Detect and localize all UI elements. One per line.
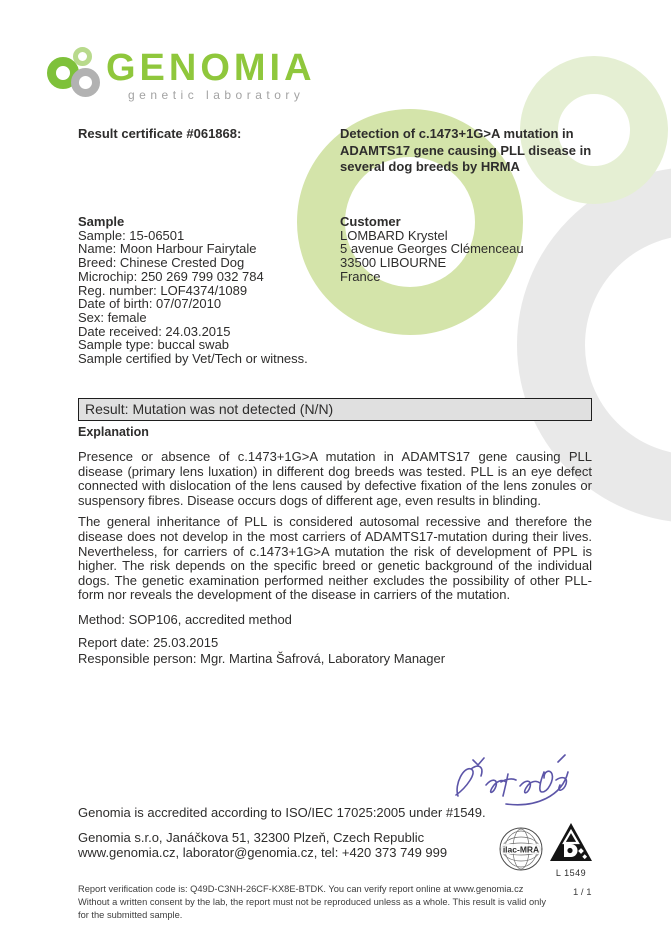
brand-name: GENOMIA — [106, 47, 316, 89]
sample-section — [78, 215, 340, 366]
sample-sex-line: Sex: female — [78, 309, 147, 325]
certificate-number-label: Result certificate #061868: — [78, 126, 242, 141]
explanation-heading: Explanation — [78, 425, 149, 439]
test-title: Detection of c.1473+1G>A mutation in ADAMTS17 gene causing PLL disease in several dog breeds by HRMA — [340, 126, 592, 174]
reproduction-notice-line: Without a written consent by the lab, the report must not be reproduced unless as a whole. This result is valid only for the submitted sample. — [78, 897, 547, 920]
sample-id-line: Sample: 15-06501 — [78, 227, 185, 243]
svg-text:ilac-MRA: ilac-MRA — [502, 844, 540, 855]
sample-heading: Sample — [78, 214, 125, 229]
page-number: 1 / 1 — [573, 887, 592, 898]
explanation-section — [78, 425, 592, 666]
sample-type-line: Sample type: buccal swab — [78, 337, 230, 353]
customer-heading: Customer — [340, 214, 401, 229]
verification-code-line: Report verification code is: Q49D-C3NH-26CF-KX8E-BTDK. You can verify report online at www.genomia.cz — [78, 884, 524, 894]
sample-received-line: Date received: 24.03.2015 — [78, 323, 231, 339]
sample-regnumber-line: Reg. number: LOF4374/1089 — [78, 282, 248, 298]
customer-country-line: France — [340, 268, 381, 284]
logo-ring-gray-icon — [71, 68, 100, 97]
sample-certified-line: Sample certified by Vet/Tech or witness. — [78, 351, 308, 367]
method-line: Method: SOP106, accredited method — [78, 611, 292, 627]
report-date-line: Report date: 25.03.2015 — [78, 635, 219, 651]
cia-accreditation-mark-icon — [548, 822, 594, 880]
brand-tagline: genetic laboratory — [128, 88, 305, 102]
explanation-paragraph: Presence or absence of c.1473+1G>A mutation in ADAMTS17 gene causing PLL disease (primary lens luxation) in different dog breeds was tested. PLL is an eye defect connected with dislocation of the lens caused by defective fixation of the lens zonules or suspensory fibres. Disease occurs dogs of different age, even results in blinding. — [78, 449, 592, 508]
cia-accreditation-number: L 1549 — [555, 868, 587, 878]
customer-section — [340, 215, 600, 284]
sample-birthdate-line: Date of birth: 07/07/2010 — [78, 296, 222, 312]
logo-ring-small-green-icon — [73, 47, 92, 66]
result-box: Result: Mutation was not detected (N/N) — [78, 398, 592, 421]
customer-name-line: LOMBARD Krystel — [340, 227, 448, 243]
lab-address-line: Genomia s.r.o, Janáčkova 51, 32300 Plzeň, Czech Republic — [78, 830, 425, 845]
sample-name-line: Name: Moon Harbour Fairytale — [78, 241, 257, 257]
genomia-logo-icon — [44, 44, 106, 100]
customer-city-line: 33500 LIBOURNE — [340, 255, 447, 271]
sample-microchip-line: Microchip: 250 269 799 032 784 — [78, 268, 264, 284]
ilac-mra-mark-icon — [498, 826, 544, 872]
footer-disclaimer — [78, 883, 558, 922]
sample-breed-line: Breed: Chinese Crested Dog — [78, 255, 245, 271]
responsible-person-line: Responsible person: Mgr. Martina Šafrová, Laboratory Manager — [78, 650, 446, 666]
accreditation-statement: Genomia is accredited according to ISO/IEC 17025:2005 under #1549. — [78, 805, 486, 820]
customer-street-line: 5 avenue Georges Clémenceau — [340, 241, 524, 257]
lab-address-block — [78, 831, 447, 861]
lab-contact-line: www.genomia.cz, laborator@genomia.cz, tel: +420 373 749 999 — [78, 844, 448, 860]
explanation-paragraph: The general inheritance of PLL is considered autosomal recessive and therefore the disease does not develop in the most carriers of ADAMTS17-mutation during their lives. Nevertheless, for carriers of c.1473+1G>A mutation the risk of development of PPL is higher. The risk depends on the specific breed or genetic background of the individual dogs. The genetic examination performed neither excludes the possibility of other PLL-form nor reveals the development of the disease in carriers of the mutation. — [78, 514, 592, 603]
